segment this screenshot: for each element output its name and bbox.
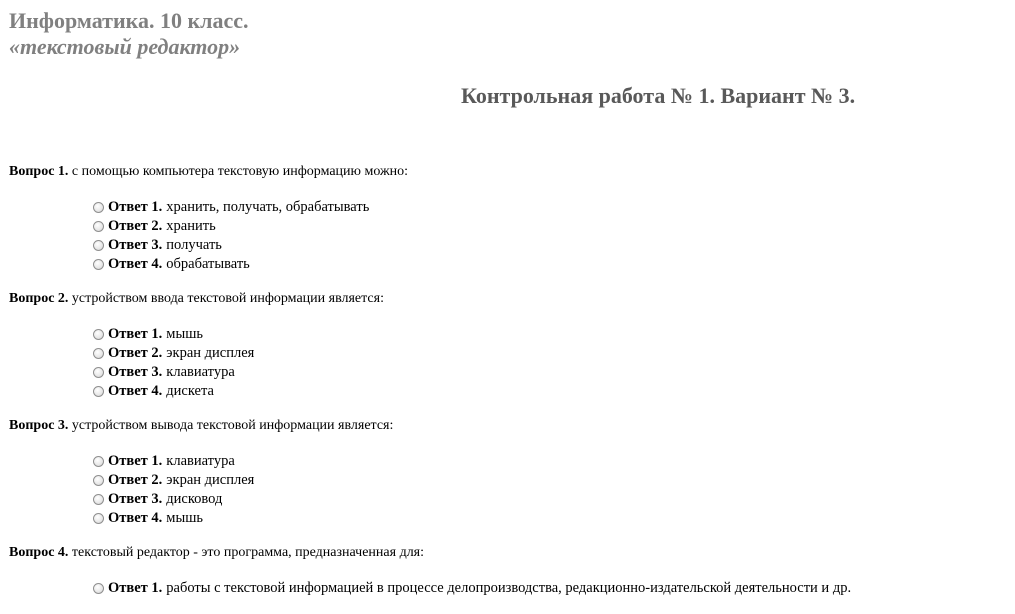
answer-label: Ответ 3. [108,364,163,380]
radio-button[interactable] [93,202,104,213]
radio-button[interactable] [93,583,104,594]
answer-text: мышь [166,510,203,526]
question-4 [9,544,1009,598]
answer-option[interactable] [93,490,1009,509]
question-label: Вопрос 2. [9,291,69,306]
answer-option[interactable] [93,255,1009,274]
question-3 [9,417,1009,528]
question-label: Вопрос 1. [9,164,69,179]
answer-option[interactable] [93,452,1009,471]
radio-button[interactable] [93,475,104,486]
question-body: текстовый редактор - это программа, предназначенная для: [71,545,425,560]
answer-text: дисковод [166,491,223,507]
question-text [9,417,1009,435]
question-body: с помощью компьютера текстовую информацию можно: [71,164,409,179]
answer-list [9,325,1009,401]
answer-text: экран дисплея [166,345,255,361]
answer-text: экран дисплея [166,472,255,488]
topic-heading: «текстовый редактор» [9,34,241,59]
question-label: Вопрос 4. [9,545,69,560]
answer-list [9,198,1009,274]
answer-option[interactable] [93,198,1009,217]
answer-text: дискета [166,383,214,399]
answer-list [9,579,1009,598]
question-text [9,290,1009,308]
test-title: Контрольная работа № 1. Вариант № 3. [461,83,856,108]
answer-text: хранить, получать, обрабатывать [166,199,370,215]
answer-text: мышь [166,326,203,342]
answer-option[interactable] [93,325,1009,344]
answer-option[interactable] [93,363,1009,382]
radio-button[interactable] [93,456,104,467]
answer-label: Ответ 2. [108,472,163,488]
answer-label: Ответ 3. [108,237,163,253]
answer-option[interactable] [93,509,1009,528]
radio-button[interactable] [93,259,104,270]
answer-label: Ответ 2. [108,345,163,361]
answer-list [9,452,1009,528]
radio-button[interactable] [93,386,104,397]
answer-option[interactable] [93,236,1009,255]
question-text [9,163,1009,181]
answer-label: Ответ 4. [108,383,163,399]
radio-button[interactable] [93,329,104,340]
answer-option[interactable] [93,382,1009,401]
question-1 [9,163,1009,274]
answer-text: обрабатывать [166,256,250,272]
subject-heading: Информатика. 10 класс. [9,8,249,33]
answer-label: Ответ 1. [108,326,163,342]
question-2 [9,290,1009,401]
questions-list [9,163,1009,614]
radio-button[interactable] [93,221,104,232]
answer-option[interactable] [93,217,1009,236]
answer-label: Ответ 4. [108,256,163,272]
answer-label: Ответ 3. [108,491,163,507]
question-label: Вопрос 3. [9,418,69,433]
answer-option[interactable] [93,471,1009,490]
radio-button[interactable] [93,367,104,378]
answer-text: хранить [166,218,216,234]
answer-label: Ответ 2. [108,218,163,234]
question-body: устройством ввода текстовой информации является: [71,291,384,306]
question-body: устройством вывода текстовой информации является: [71,418,394,433]
answer-text: получать [166,237,222,253]
answer-label: Ответ 1. [108,199,163,215]
answer-option[interactable] [93,579,1009,598]
answer-option[interactable] [93,344,1009,363]
answer-text: клавиатура [166,364,235,380]
answer-text: работы с текстовой информацией в процессе делопроизводства, редакционно-издательской деятельности и др. [166,580,852,596]
answer-label: Ответ 1. [108,453,163,469]
answer-label: Ответ 4. [108,510,163,526]
question-text [9,544,1009,562]
radio-button[interactable] [93,513,104,524]
answer-label: Ответ 1. [108,580,163,596]
radio-button[interactable] [93,240,104,251]
radio-button[interactable] [93,494,104,505]
page-header [9,8,249,60]
answer-text: клавиатура [166,453,235,469]
radio-button[interactable] [93,348,104,359]
